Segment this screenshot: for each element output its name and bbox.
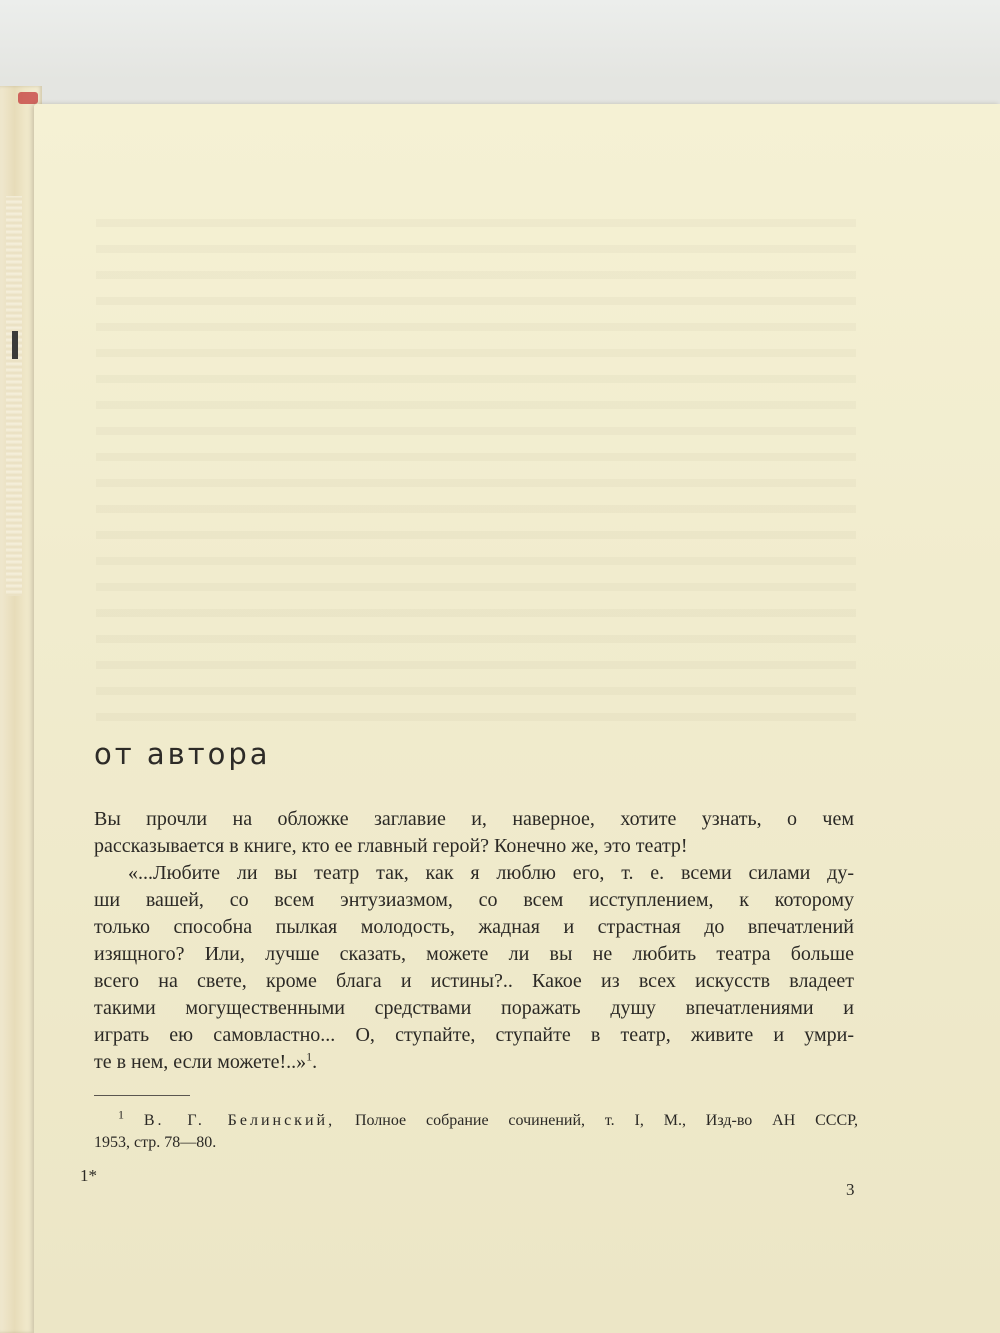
quote-line: всего на свете, кроме блага и истины?.. Какое из всех искусств владеет	[94, 970, 854, 992]
footnote	[94, 1107, 859, 1154]
torn-spine-strip	[6, 196, 22, 596]
quote-last-line: те в нем, если можете!..»$^1$.	[94, 1049, 318, 1073]
body-line: Вы прочли на обложке заглавие и, наверное, хотите узнать, о чем	[94, 808, 854, 830]
footnote-line	[94, 1107, 859, 1132]
page-number: 3	[846, 1180, 855, 1199]
quote-line: такими могущественными средствами поражать душу впечатлениями и	[94, 997, 854, 1019]
staple-mark	[12, 331, 18, 359]
cover-binding-mark	[18, 92, 38, 104]
footnote-reference: 1	[306, 1049, 313, 1064]
footnote-author: В. Г. Белинский,	[143, 1112, 336, 1129]
quote-line: только способна пылкая молодость, жадная и страстная до впечатлений	[94, 916, 854, 938]
footnote-divider	[94, 1095, 190, 1096]
footnote-line: 1953, стр. 78—80.	[94, 1134, 217, 1151]
quote-line: «...Любите ли вы театр так, как я люблю его, т. е. всеми силами ду-	[128, 862, 854, 884]
body-text	[94, 806, 854, 1076]
body-line: рассказывается в книге, кто ее главный герой? Конечно же, это театр!	[94, 835, 688, 857]
footnote-source: Полное собрание сочинений, т. I, М., Изд-во АН СССР,	[354, 1112, 859, 1129]
section-heading: от автора	[94, 737, 271, 771]
quote-line: играть ею самовластно... О, ступайте, ступайте в театр, живите и умри-	[94, 1024, 854, 1046]
footnote-mark	[94, 1107, 124, 1129]
printer-signature: 1*	[80, 1166, 97, 1185]
quote-line: ши вашей, со всем энтузиазмом, со всем исступлением, к которому	[94, 889, 854, 911]
footnote-mark-number: 1	[118, 1107, 124, 1122]
quote-line: изящного? Или, лучше сказать, можете ли вы не любить театра больше	[94, 943, 854, 965]
quote-last-text: те в нем, если можете!..»	[94, 1051, 307, 1073]
